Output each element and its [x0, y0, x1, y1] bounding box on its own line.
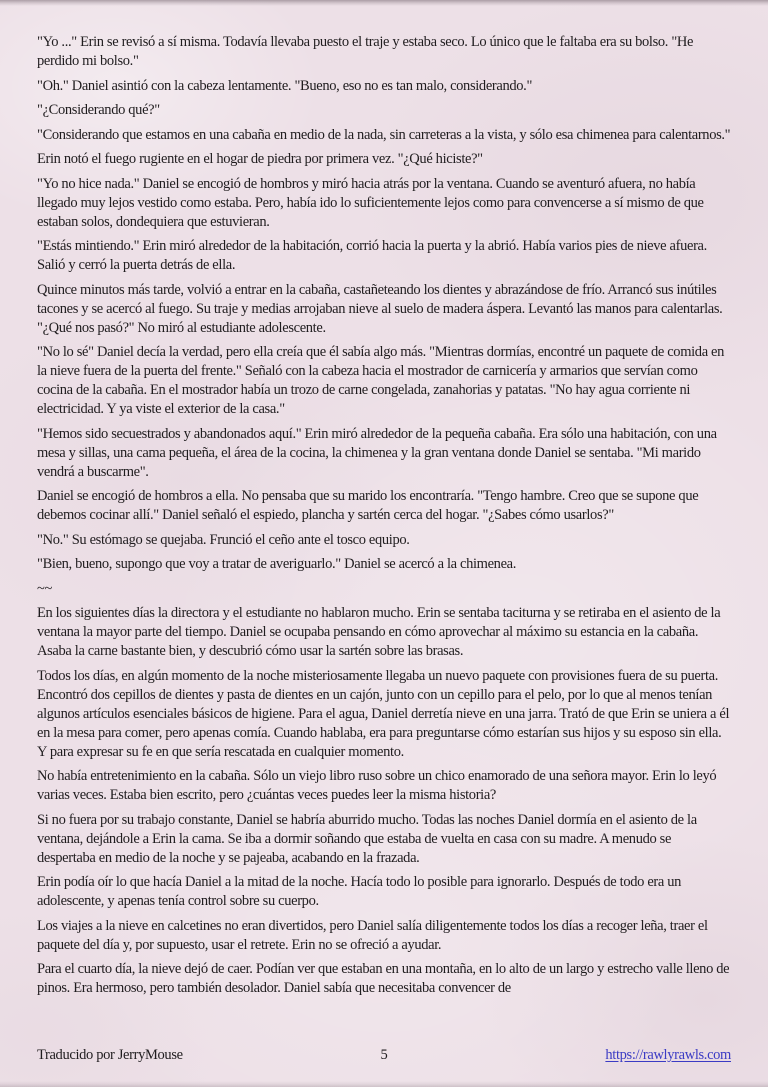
footer-translator-credit: Traducido por JerryMouse	[37, 1047, 183, 1063]
story-text	[37, 33, 731, 1046]
story-paragraph: Daniel se encogió de hombros a ella. No pensaba que su marido los encontraría. "Tengo hambre. Creo que se supone que debemos cocinar allí." Daniel señaló el espiedo, plancha y sartén cerca del hogar. "¿Sabes cómo usarlos?"	[37, 488, 699, 523]
story-paragraph: "No." Su estómago se quejaba. Frunció el ceño ante el tosco equipo.	[37, 531, 410, 548]
story-paragraph: Para el cuarto día, la nieve dejó de caer. Podían ver que estaban en una montaña, en lo alto de un largo y estrecho valle lleno de pinos. Era hermoso, pero también desolador. Daniel sabía que necesitaba convencer de	[37, 961, 730, 996]
page-footer	[37, 1046, 731, 1065]
story-paragraph: Erin podía oír lo que hacía Daniel a la mitad de la noche. Hacía todo lo posible para ignorarlo. Después de todo era un adolescente, y apenas tenía control sobre su cuerpo.	[37, 874, 682, 909]
story-paragraph: Quince minutos más tarde, volvió a entrar en la cabaña, castañeteando los dientes y abrazándose de frío. Arrancó sus inútiles tacones y se acercó al fuego. Su traje y medias arrojaban nieve al suelo de madera áspera. Levantó las manos para calentarlas. "¿Qué nos pasó?" No miró al estudiante adolescente.	[37, 281, 723, 336]
story-paragraph: "Hemos sido secuestrados y abandonados aquí." Erin miró alrededor de la pequeña cabaña. Era sólo una habitación, con una mesa y sillas, una cama pequeña, el área de la cocina, la chimenea y la gran ventana donde Daniel se sentaba. "Mi marido vendrá a buscarme".	[37, 425, 717, 480]
story-paragraph: Todos los días, en algún momento de la noche misteriosamente llegaba un nuevo paquete con provisiones fuera de su puerta. Encontró dos cepillos de dientes y pasta de dientes en un cajón, junto con un cepillo para el pelo, por lo que al menos tenían algunos artículos esenciales básicos de higiene. Para el agua, Daniel derretía nieve en una jarra. Trató de que Erin se uniera a él en la mesa para comer, pero apenas comía. Cuando hablaba, era para preguntarse cómo estarían sus hijos y su esposo sin ella. Y para expresar su fe en que sería rescatada en cualquier momento.	[37, 667, 730, 760]
story-paragraph: "Considerando que estamos en una cabaña en medio de la nada, sin carreteras a la vista, y sólo esa chimenea para calentarnos."	[37, 126, 731, 143]
story-paragraph: "No lo sé" Daniel decía la verdad, pero ella creía que él sabía algo más. "Mientras dormías, encontré un paquete de comida en la nieve fuera de la puerta del frente." Señaló con la cabeza hacia el mostrador de carnicería y armarios que servían como cocina de la cabaña. En el mostrador había un trozo de carne congelada, zanahorias y patatas. "No hay agua corriente ni electricidad. Y ya viste el exterior de la casa."	[37, 344, 725, 417]
scene-divider: ~~	[37, 580, 52, 597]
story-paragraph: En los siguientes días la directora y el estudiante no hablaron mucho. Erin se sentaba taciturna y se retiraba en el asiento de la ventana la mayor parte del tiempo. Daniel se ocupaba pensando en cómo aprovechar al máximo su estancia en la cabaña. Asaba la carne bastante bien, y descubrió cómo usar la sartén sobre las brasas.	[37, 605, 721, 659]
scan-edge-bottom	[0, 1081, 768, 1087]
story-paragraph: No había entretenimiento en la cabaña. Sólo un viejo libro ruso sobre un chico enamorado de una señora mayor. Erin lo leyó varias veces. Estaba bien escrito, pero ¿cuántas veces puedes leer la misma historia?	[37, 768, 717, 803]
footer-page-number: 5	[380, 1047, 388, 1063]
story-paragraph: Los viajes a la nieve en calcetines no eran divertidos, pero Daniel salía diligentemente todos los días a recoger leña, traer el paquete del día y, por supuesto, usar el retrete. Erin no se ofreció a ayudar.	[37, 917, 708, 953]
story-paragraph: Si no fuera por su trabajo constante, Daniel se habría aburrido mucho. Todas las noches Daniel dormía en el asiento de la ventana, dejándole a Erin la cama. Se iba a dormir soñando que estaba de vuelta en casa con su madre. A menudo se despertaba en medio de la noche y se pajeaba, acabando en la frazada.	[37, 811, 697, 866]
story-paragraph: "Yo ..." Erin se revisó a sí misma. Todavía llevaba puesto el traje y estaba seco. Lo único que le faltaba era su bolso. "He perdido mi bolso."	[37, 34, 694, 69]
story-paragraph: "Bien, bueno, supongo que voy a tratar de averiguarlo." Daniel se acercó a la chimenea.	[37, 556, 517, 572]
story-paragraph: "Yo no hice nada." Daniel se encogió de hombros y miró hacia atrás por la ventana. Cuando se aventuró afuera, no había llegado muy lejos vestido como estaba. Pero, había ido lo suficientemente lejos como para convencerse a sí mismo de que estaban solos, dondequiera que estuvieran.	[37, 175, 704, 230]
story-paragraph: "Oh." Daniel asintió con la cabeza lentamente. "Bueno, eso no es tan malo, considerando."	[37, 77, 533, 94]
footer-website-link[interactable]: https://rawlyrawls.com	[605, 1047, 731, 1063]
scan-edge-top	[0, 0, 768, 6]
story-paragraph: "Estás mintiendo." Erin miró alrededor de la habitación, corrió hacia la puerta y la abrió. Había varios pies de nieve afuera. Salió y cerró la puerta detrás de ella.	[37, 238, 707, 273]
story-paragraph: "¿Considerando qué?"	[37, 102, 160, 118]
story-paragraph: Erin notó el fuego rugiente en el hogar de piedra por primera vez. "¿Qué hiciste?"	[37, 151, 483, 167]
footer-link-container	[387, 1046, 731, 1065]
